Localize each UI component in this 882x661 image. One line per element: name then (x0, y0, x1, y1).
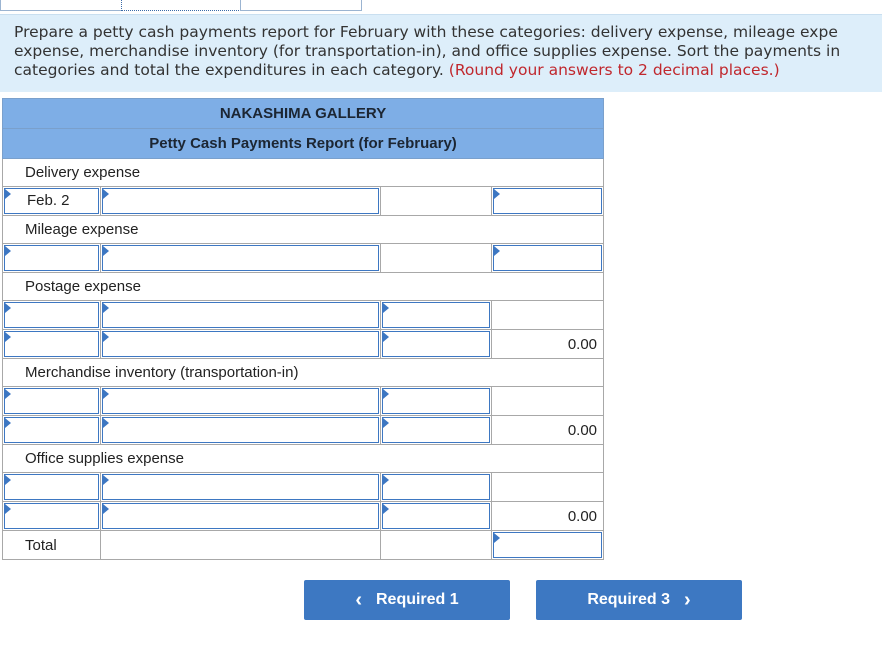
merchandise-date-field-1[interactable] (4, 388, 99, 414)
mileage-empty-cell (381, 244, 492, 273)
merchandise-description-field-1[interactable] (102, 388, 379, 414)
chevron-right-icon: › (684, 588, 691, 611)
prev-required-button[interactable] (304, 580, 510, 620)
delivery-empty-cell (381, 187, 492, 216)
next-required-label: Required 3 (587, 591, 670, 608)
category-mileage-label: Mileage expense (3, 216, 604, 244)
total-empty-cell-2 (381, 531, 492, 560)
company-name: NAKASHIMA GALLERY (3, 99, 604, 129)
chevron-left-icon: ‹ (355, 588, 362, 611)
office-amount-field-1[interactable] (382, 474, 490, 500)
delivery-description-field[interactable] (102, 188, 379, 214)
office-date-field-1[interactable] (4, 474, 99, 500)
postage-amount-field-1[interactable] (382, 302, 490, 328)
merchandise-amount-field-1[interactable] (382, 388, 490, 414)
mileage-description-field[interactable] (102, 245, 379, 271)
instructions-panel (0, 14, 882, 92)
postage-empty-cell (492, 301, 604, 330)
total-empty-cell-1 (101, 531, 381, 560)
merchandise-total-value: 0.00 (492, 416, 604, 445)
office-total-value: 0.00 (492, 502, 604, 531)
office-description-field-2[interactable] (102, 503, 379, 529)
prev-required-label: Required 1 (375, 591, 459, 608)
mileage-total-field[interactable] (493, 245, 602, 271)
mileage-date-field[interactable] (4, 245, 99, 271)
office-date-field-2[interactable] (4, 503, 99, 529)
instructions-line-3: categories and total the expenditures in each category. (14, 61, 444, 79)
merchandise-empty-cell (492, 387, 604, 416)
delivery-total-field[interactable] (493, 188, 602, 214)
category-delivery-label: Delivery expense (3, 159, 604, 187)
instructions-line-1: Prepare a petty cash payments report for February with these categories: delivery expense, mileage expe (14, 23, 838, 41)
postage-date-field-2[interactable] (4, 331, 99, 357)
delivery-date-field[interactable]: Feb. 2 (4, 188, 99, 214)
total-label: Total (3, 531, 101, 560)
postage-total-value: 0.00 (492, 330, 604, 359)
office-empty-cell (492, 473, 604, 502)
postage-description-field-2[interactable] (102, 331, 379, 357)
postage-date-field-1[interactable] (4, 302, 99, 328)
tab-required-2[interactable] (121, 0, 241, 11)
tab-required-3[interactable] (240, 0, 362, 11)
merchandise-description-field-2[interactable] (102, 417, 379, 443)
merchandise-amount-field-2[interactable] (382, 417, 490, 443)
office-description-field-1[interactable] (102, 474, 379, 500)
office-amount-field-2[interactable] (382, 503, 490, 529)
next-required-button[interactable] (536, 580, 742, 620)
postage-amount-field-2[interactable] (382, 331, 490, 357)
grand-total-field[interactable] (493, 532, 602, 558)
instructions-line-2: expense, merchandise inventory (for transportation-in), and office supplies expense. Sort the payments in (14, 42, 841, 60)
rounding-note: (Round your answers to 2 decimal places.) (448, 61, 780, 79)
tab-required-1[interactable] (0, 0, 122, 11)
postage-description-field-1[interactable] (102, 302, 379, 328)
top-tab-strip (0, 0, 882, 12)
category-office-label: Office supplies expense (3, 445, 604, 473)
category-merchandise-label: Merchandise inventory (transportation-in) (3, 359, 604, 387)
report-title: Petty Cash Payments Report (for February) (3, 129, 604, 159)
merchandise-date-field-2[interactable] (4, 417, 99, 443)
category-postage-label: Postage expense (3, 273, 604, 301)
petty-cash-report-table (2, 98, 604, 560)
